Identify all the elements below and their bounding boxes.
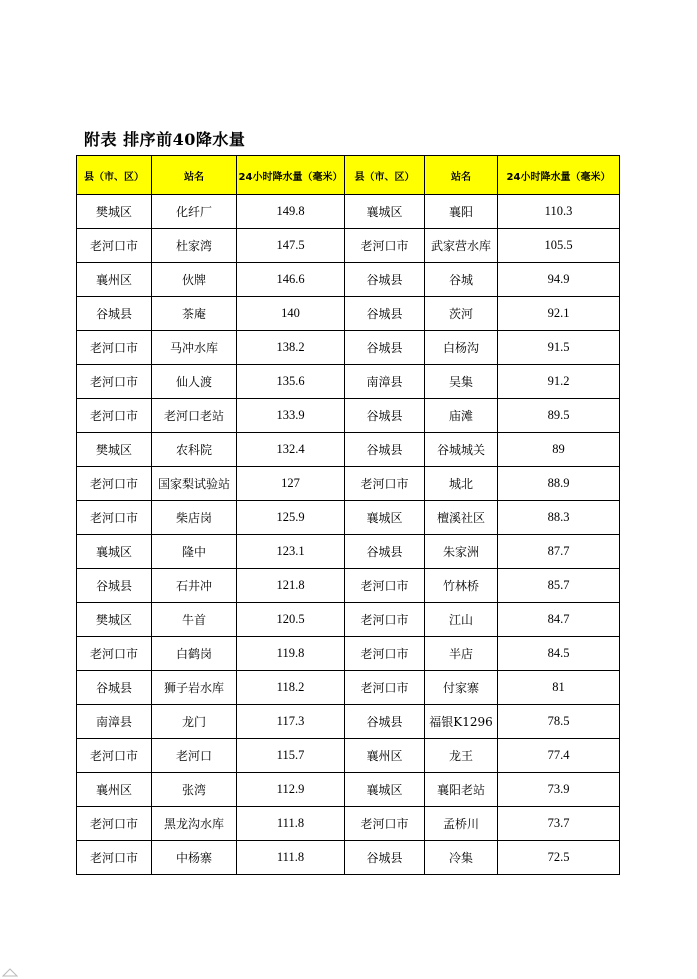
cell-county-right: 南漳县 — [345, 365, 425, 399]
cell-station-left: 狮子岩水库 — [152, 671, 237, 705]
cell-station-right: 朱家洲 — [425, 535, 498, 569]
cell-county-right: 老河口市 — [345, 569, 425, 603]
cell-station-left: 马冲水库 — [152, 331, 237, 365]
cell-county-left: 老河口市 — [77, 501, 152, 535]
cell-station-left: 隆中 — [152, 535, 237, 569]
cell-county-right: 老河口市 — [345, 467, 425, 501]
table-row — [77, 229, 620, 263]
table-row — [77, 705, 620, 739]
cell-county-left: 老河口市 — [77, 331, 152, 365]
table-row — [77, 331, 620, 365]
cell-station-left: 老河口老站 — [152, 399, 237, 433]
cell-county-right: 谷城县 — [345, 263, 425, 297]
table-row — [77, 535, 620, 569]
cell-county-right: 老河口市 — [345, 671, 425, 705]
cell-station-left: 老河口 — [152, 739, 237, 773]
cell-county-right: 谷城县 — [345, 535, 425, 569]
cell-rainfall-left: 119.8 — [237, 637, 345, 671]
cell-county-left: 襄州区 — [77, 773, 152, 807]
table-row — [77, 603, 620, 637]
cell-station-left: 龙门 — [152, 705, 237, 739]
cell-rainfall-right: 105.5 — [498, 229, 620, 263]
cell-station-left: 伙牌 — [152, 263, 237, 297]
cell-rainfall-right: 84.7 — [498, 603, 620, 637]
table-row — [77, 365, 620, 399]
cell-county-right: 襄州区 — [345, 739, 425, 773]
cell-station-left: 牛首 — [152, 603, 237, 637]
table-row — [77, 297, 620, 331]
cell-rainfall-right: 73.7 — [498, 807, 620, 841]
cell-station-right: 谷城城关 — [425, 433, 498, 467]
cell-rainfall-left: 149.8 — [237, 195, 345, 229]
cell-rainfall-right: 91.5 — [498, 331, 620, 365]
cell-rainfall-right: 81 — [498, 671, 620, 705]
cell-county-left: 襄州区 — [77, 263, 152, 297]
cell-rainfall-right: 91.2 — [498, 365, 620, 399]
cell-station-left: 仙人渡 — [152, 365, 237, 399]
cell-rainfall-right: 94.9 — [498, 263, 620, 297]
cell-county-left: 樊城区 — [77, 195, 152, 229]
cell-rainfall-right: 85.7 — [498, 569, 620, 603]
rainfall-ranking-table — [76, 155, 620, 875]
cell-county-left: 老河口市 — [77, 841, 152, 875]
table-row — [77, 739, 620, 773]
cell-county-right: 谷城县 — [345, 297, 425, 331]
cell-station-right: 茨河 — [425, 297, 498, 331]
cell-county-right: 谷城县 — [345, 433, 425, 467]
table-row — [77, 569, 620, 603]
cell-county-left: 樊城区 — [77, 603, 152, 637]
header-station-1: 站名 — [152, 156, 237, 195]
cell-rainfall-left: 127 — [237, 467, 345, 501]
cell-rainfall-right: 72.5 — [498, 841, 620, 875]
cell-station-left: 柴店岗 — [152, 501, 237, 535]
cell-county-right: 谷城县 — [345, 399, 425, 433]
table-body — [77, 195, 620, 875]
cell-station-left: 中杨寨 — [152, 841, 237, 875]
cell-rainfall-left: 111.8 — [237, 841, 345, 875]
cell-station-left: 化纤厂 — [152, 195, 237, 229]
cell-station-left: 白鹤岗 — [152, 637, 237, 671]
table-row — [77, 637, 620, 671]
cell-station-right: 谷城 — [425, 263, 498, 297]
page-corner-icon — [2, 967, 18, 977]
cell-rainfall-left: 111.8 — [237, 807, 345, 841]
cell-rainfall-right: 78.5 — [498, 705, 620, 739]
cell-county-right: 老河口市 — [345, 603, 425, 637]
cell-county-left: 老河口市 — [77, 365, 152, 399]
cell-county-left: 南漳县 — [77, 705, 152, 739]
cell-rainfall-right: 87.7 — [498, 535, 620, 569]
cell-county-right: 谷城县 — [345, 705, 425, 739]
cell-station-right: 福银K1296 — [425, 705, 498, 739]
table-title: 附表 排序前40降水量 — [84, 130, 246, 149]
cell-county-right: 老河口市 — [345, 229, 425, 263]
cell-rainfall-right: 110.3 — [498, 195, 620, 229]
cell-county-left: 老河口市 — [77, 229, 152, 263]
cell-county-right: 襄城区 — [345, 773, 425, 807]
cell-county-right: 谷城县 — [345, 331, 425, 365]
cell-station-right: 襄阳老站 — [425, 773, 498, 807]
cell-rainfall-right: 73.9 — [498, 773, 620, 807]
cell-station-right: 半店 — [425, 637, 498, 671]
table-row — [77, 433, 620, 467]
cell-county-left: 老河口市 — [77, 739, 152, 773]
cell-rainfall-left: 115.7 — [237, 739, 345, 773]
cell-rainfall-right: 88.9 — [498, 467, 620, 501]
cell-rainfall-right: 92.1 — [498, 297, 620, 331]
header-row — [77, 156, 620, 195]
cell-station-right: 冷集 — [425, 841, 498, 875]
cell-county-left: 老河口市 — [77, 399, 152, 433]
cell-station-right: 襄阳 — [425, 195, 498, 229]
cell-rainfall-left: 138.2 — [237, 331, 345, 365]
header-rainfall-1: 24小时降水量（毫米） — [237, 156, 345, 195]
header-county-2: 县（市、区） — [345, 156, 425, 195]
cell-rainfall-right: 89.5 — [498, 399, 620, 433]
cell-rainfall-left: 135.6 — [237, 365, 345, 399]
cell-station-right: 白杨沟 — [425, 331, 498, 365]
table-row — [77, 263, 620, 297]
cell-county-left: 樊城区 — [77, 433, 152, 467]
cell-rainfall-left: 121.8 — [237, 569, 345, 603]
cell-county-left: 襄城区 — [77, 535, 152, 569]
cell-station-right: 城北 — [425, 467, 498, 501]
table-header — [77, 156, 620, 195]
cell-station-left: 杜家湾 — [152, 229, 237, 263]
cell-county-left: 老河口市 — [77, 637, 152, 671]
header-rainfall-2: 24小时降水量（毫米） — [498, 156, 620, 195]
cell-station-left: 农科院 — [152, 433, 237, 467]
cell-rainfall-left: 123.1 — [237, 535, 345, 569]
cell-rainfall-left: 133.9 — [237, 399, 345, 433]
cell-rainfall-left: 120.5 — [237, 603, 345, 637]
cell-rainfall-left: 132.4 — [237, 433, 345, 467]
table-row — [77, 671, 620, 705]
cell-rainfall-left: 117.3 — [237, 705, 345, 739]
cell-rainfall-left: 140 — [237, 297, 345, 331]
cell-county-right: 谷城县 — [345, 841, 425, 875]
cell-county-left: 老河口市 — [77, 807, 152, 841]
cell-station-left: 石井冲 — [152, 569, 237, 603]
cell-station-right: 孟桥川 — [425, 807, 498, 841]
cell-county-right: 老河口市 — [345, 637, 425, 671]
cell-station-right: 龙王 — [425, 739, 498, 773]
table-row — [77, 195, 620, 229]
cell-county-left: 谷城县 — [77, 671, 152, 705]
cell-county-right: 襄城区 — [345, 501, 425, 535]
cell-station-left: 茶庵 — [152, 297, 237, 331]
cell-county-left: 谷城县 — [77, 569, 152, 603]
cell-station-right: 檀溪社区 — [425, 501, 498, 535]
cell-rainfall-right: 84.5 — [498, 637, 620, 671]
cell-rainfall-right: 77.4 — [498, 739, 620, 773]
cell-county-left: 老河口市 — [77, 467, 152, 501]
cell-rainfall-left: 147.5 — [237, 229, 345, 263]
cell-station-left: 张湾 — [152, 773, 237, 807]
cell-county-left: 谷城县 — [77, 297, 152, 331]
cell-rainfall-right: 89 — [498, 433, 620, 467]
cell-county-right: 老河口市 — [345, 807, 425, 841]
table-row — [77, 841, 620, 875]
cell-station-right: 庙滩 — [425, 399, 498, 433]
cell-station-left: 国家梨试验站 — [152, 467, 237, 501]
cell-station-right: 竹林桥 — [425, 569, 498, 603]
cell-station-left: 黑龙沟水库 — [152, 807, 237, 841]
cell-station-right: 付家寨 — [425, 671, 498, 705]
table-row — [77, 399, 620, 433]
table-row — [77, 807, 620, 841]
header-county-1: 县（市、区） — [77, 156, 152, 195]
table-row — [77, 773, 620, 807]
cell-county-right: 襄城区 — [345, 195, 425, 229]
header-station-2: 站名 — [425, 156, 498, 195]
cell-station-right: 武家营水库 — [425, 229, 498, 263]
cell-station-right: 吴集 — [425, 365, 498, 399]
table-row — [77, 467, 620, 501]
cell-rainfall-left: 146.6 — [237, 263, 345, 297]
cell-rainfall-left: 118.2 — [237, 671, 345, 705]
cell-station-right: 江山 — [425, 603, 498, 637]
cell-rainfall-left: 125.9 — [237, 501, 345, 535]
cell-rainfall-left: 112.9 — [237, 773, 345, 807]
cell-rainfall-right: 88.3 — [498, 501, 620, 535]
table-row — [77, 501, 620, 535]
